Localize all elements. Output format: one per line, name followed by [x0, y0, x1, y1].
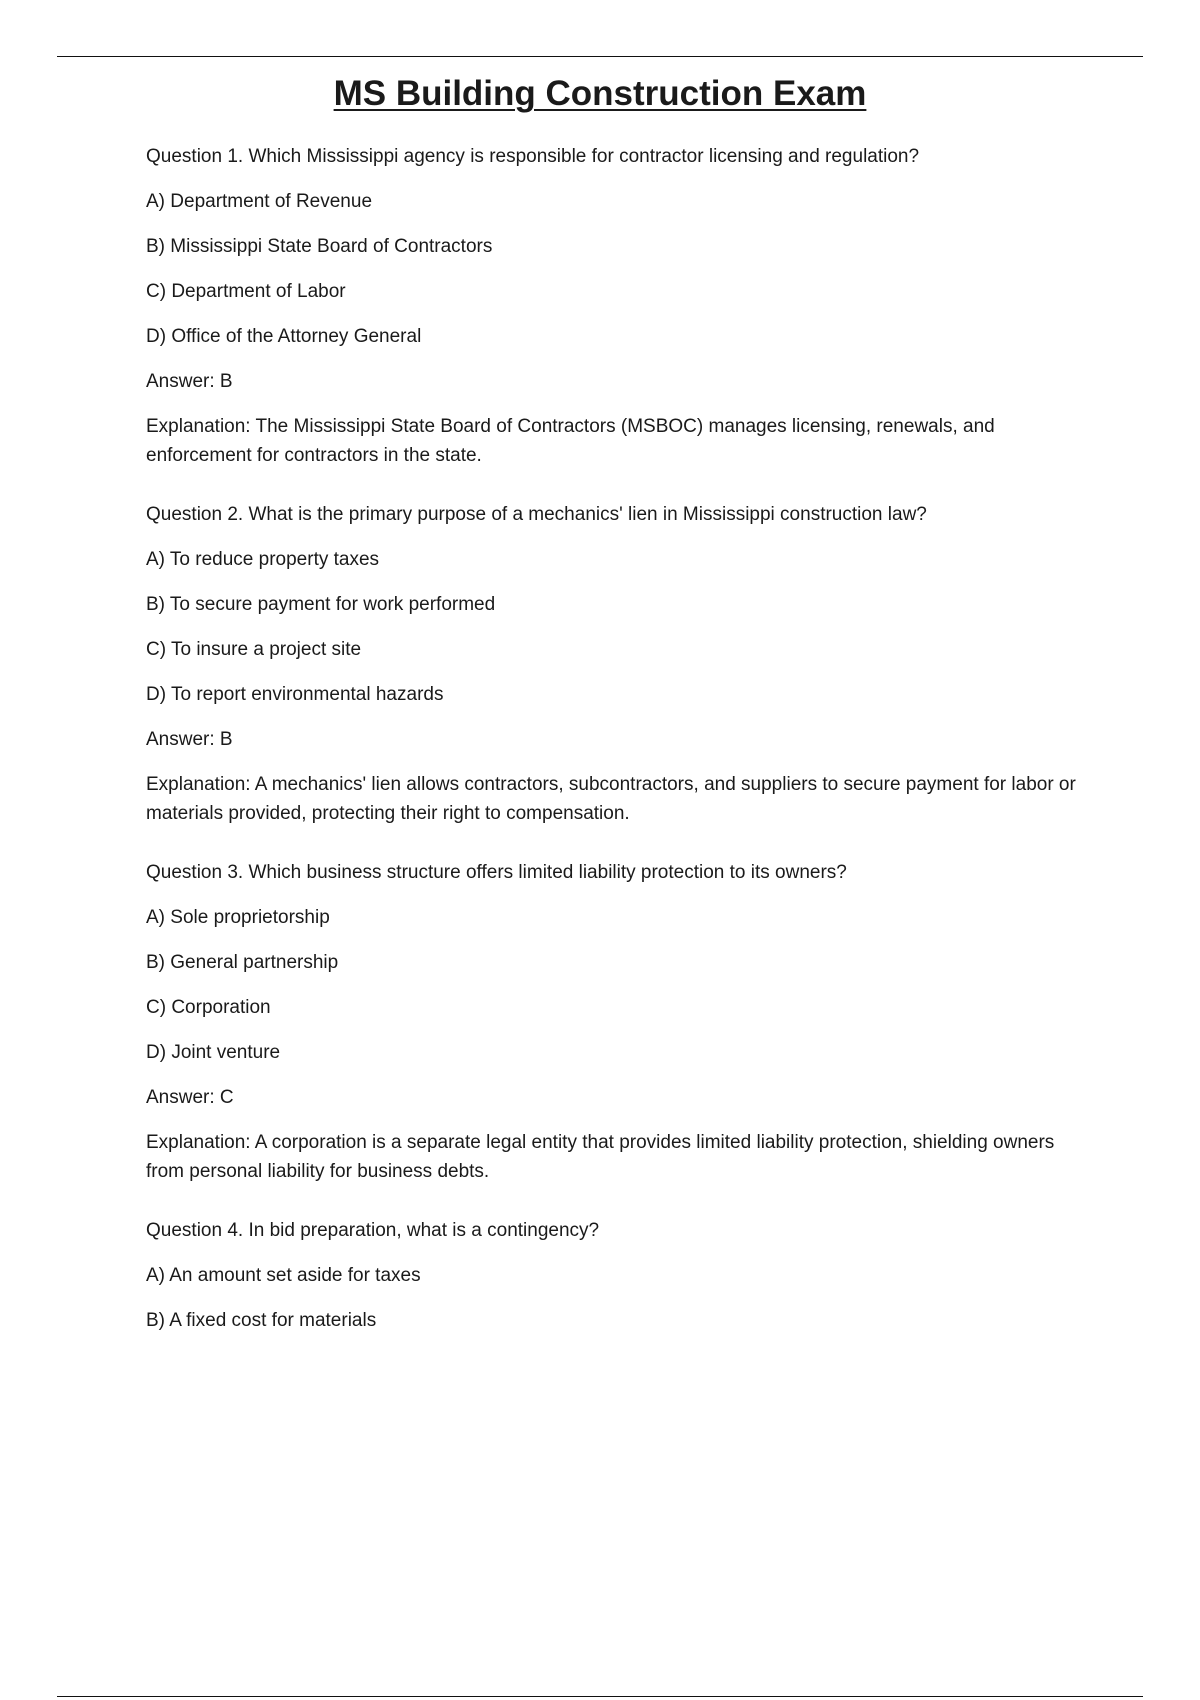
option-d: D) Joint venture [146, 1042, 281, 1063]
option-b: B) General partnership [146, 952, 339, 973]
option-c: C) Corporation [146, 997, 271, 1018]
option-a: A) To reduce property taxes [146, 549, 380, 570]
option-b: B) To secure payment for work performed [146, 594, 496, 615]
question-text: Question 4. In bid preparation, what is a contingency? [146, 1220, 600, 1241]
answer-text: Answer: C [146, 1087, 234, 1108]
explanation-text: Explanation: A mechanics' lien allows contractors, subcontractors, and suppliers to secure payment for labor or materials provided, protecting their right to compensation. [146, 774, 1076, 824]
option-c: C) To insure a project site [146, 639, 362, 660]
option-a: A) Sole proprietorship [146, 907, 330, 928]
question-text: Question 3. Which business structure offers limited liability protection to its owners? [146, 862, 847, 883]
question-block-2 [146, 500, 1096, 828]
question-text: Question 1. Which Mississippi agency is responsible for contractor licensing and regulation? [146, 146, 920, 167]
question-block-3 [146, 858, 1096, 1186]
option-d: D) To report environmental hazards [146, 684, 444, 705]
question-block-4 [146, 1216, 1096, 1335]
option-a: A) Department of Revenue [146, 191, 373, 212]
page-title: MS Building Construction Exam [333, 74, 867, 113]
top-rule [57, 56, 1143, 57]
option-c: C) Department of Labor [146, 281, 346, 302]
option-b: B) Mississippi State Board of Contractors [146, 236, 493, 257]
explanation-text: Explanation: The Mississippi State Board of Contractors (MSBOC) manages licensing, renewals, and enforcement for contractors in the state. [146, 416, 995, 466]
question-block-1 [146, 142, 1096, 470]
bottom-rule [57, 1696, 1143, 1697]
answer-text: Answer: B [146, 371, 233, 392]
explanation-text: Explanation: A corporation is a separate legal entity that provides limited liability protection, shielding owners from personal liability for business debts. [146, 1132, 1055, 1182]
questions-container [146, 142, 1096, 1365]
option-b: B) A fixed cost for materials [146, 1310, 377, 1331]
option-d: D) Office of the Attorney General [146, 326, 422, 347]
question-text: Question 2. What is the primary purpose of a mechanics' lien in Mississippi construction law? [146, 504, 927, 525]
answer-text: Answer: B [146, 729, 233, 750]
option-a: A) An amount set aside for taxes [146, 1265, 421, 1286]
